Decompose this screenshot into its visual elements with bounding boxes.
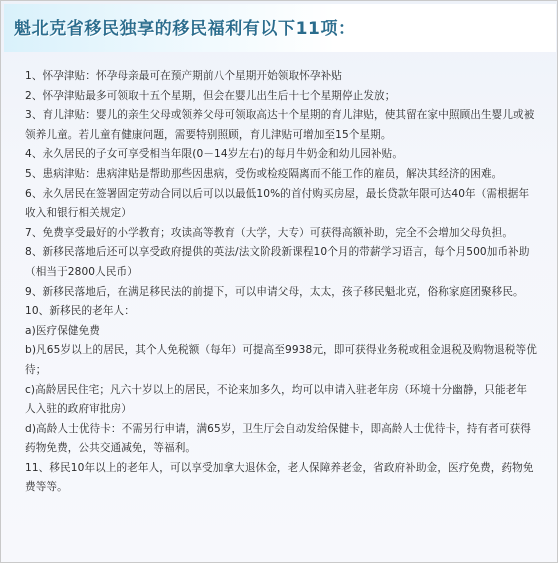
list-item: 8、新移民落地后还可以享受政府提供的英法/法文阶段新课程10个月的带薪学习语言，每个月500加币补助（相当于2800人民币） [25,246,530,278]
list-item: 6、永久居民在签署固定劳动合同以后可以以最低10%的首付购买房屋，最长贷款年限可达40年（需根据年收入和银行相关规定） [25,187,530,220]
list-item: 7、免费享受最好的小学教育；攻读高等教育（大学，大专）可获得高额补助，完全不会增加父母负担。 [25,226,514,239]
list-item: 9、新移民落地后，在满足移民法的前提下，可以申请父母，太太，孩子移民魁北克，俗称家庭团聚移民。 [25,285,524,298]
list-item: 4、永久居民的子女可享受相当年限(0－14岁左右)的每月牛奶金和幼儿园补贴。 [25,148,404,161]
list-item: 2、怀孕津贴最多可领取十五个星期，但会在婴儿出生后十七个星期停止发放； [25,89,396,102]
list-item: 1、怀孕津贴：怀孕母亲最可在预产期前八个星期开始领取怀孕补贴 [25,70,342,82]
list-item: 3、育儿津贴：婴儿的亲生父母或领养父母可领取高达十个星期的育儿津贴，使其留在家中照顾出生婴儿或被领养儿童。若儿童有健康问题，需要特别照顾，育儿津贴可增加至15个星期。 [25,109,535,141]
title-banner [4,4,556,52]
benefits-list [25,67,537,498]
list-item: b)凡65岁以上的居民，其个人免税额（每年）可提高至9938元，即可获得业务税或租金退税及购物退税等优待； [25,344,537,376]
list-item: 5、患病津贴：患病津贴是帮助那些因患病，受伤或检疫隔离而不能工作的雇员，解决其经济的困难。 [25,167,503,180]
list-item: 10、新移民的老年人： [25,305,135,318]
list-item: d)高龄人士优待卡：不需另行申请，满65岁，卫生厅会自动发给保健卡，即高龄人士优待卡，持有者可获得药物免费，公共交通减免，等福利。 [25,422,531,455]
list-item: a)医疗保健免费 [25,324,100,337]
page-title: 魁北克省移民独享的移民福利有以下11项： [14,19,356,39]
list-item: 11、移民10年以上的老年人，可以享受加拿大退休金，老人保障养老金，省政府补助金，医疗免费，药物免费等等。 [25,461,534,494]
list-item: c)高龄居民住宅；凡六十岁以上的居民，不论来加多久，均可以申请入驻老年房（环境十分幽静，只能老年人入驻的政府审批房） [25,383,528,416]
